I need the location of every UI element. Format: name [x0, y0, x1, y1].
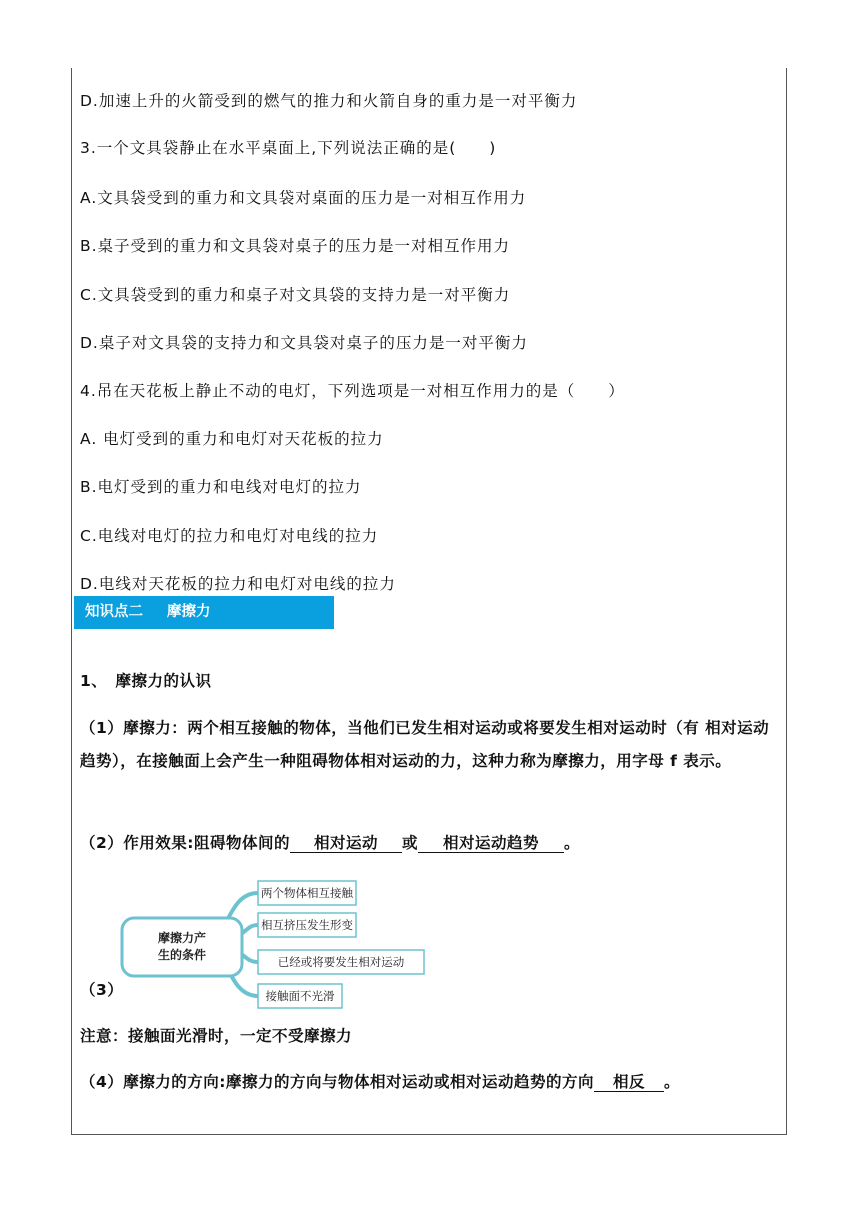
- q3-option-b: B.桌子受到的重力和文具袋对桌子的压力是一对相互作用力: [80, 237, 511, 255]
- friction-definition: （1）摩擦力：两个相互接触的物体，当他们已发生相对运动或将要发生相对运动时（有 相对运动趋势），在接触面上会产生一种阻碍物体相对运动的力，这种力称为摩擦力，用字母 f 表示。: [80, 719, 770, 770]
- diagram-node-2: 相互挤压发生形变: [261, 918, 353, 932]
- q3-option-a: A.文具袋受到的重力和文具袋对桌面的压力是一对相互作用力: [80, 189, 527, 207]
- friction-heading: 1、 摩擦力的认识: [80, 672, 212, 690]
- direction-suffix: 。: [664, 1073, 681, 1091]
- direction-blank: 相反: [594, 1073, 664, 1092]
- condition-label: （3）: [80, 981, 124, 999]
- friction-direction: [80, 1066, 780, 1099]
- diagram-node-4: 接触面不光滑: [265, 989, 335, 1003]
- q3-option-d: D.桌子对文具袋的支持力和文具袋对桌子的压力是一对平衡力: [80, 334, 528, 352]
- diagram-center-line-1: 摩擦力产: [157, 931, 207, 945]
- section-title: 摩擦力: [167, 604, 211, 620]
- direction-prefix: （4）摩擦力的方向:摩擦力的方向与物体相对运动或相对运动趋势的方向: [80, 1073, 594, 1091]
- q4-stem: 4.吊在天花板上静止不动的电灯，下列选项是一对相互作用力的是（ ）: [80, 382, 625, 400]
- q3-stem: 3.一个文具袋静止在水平桌面上,下列说法正确的是( ): [80, 139, 497, 157]
- effect-blank-1: 相对运动: [290, 834, 402, 853]
- q2-option-d: D.加速上升的火箭受到的燃气的推力和火箭自身的重力是一对平衡力: [80, 92, 578, 110]
- effect-prefix: （2）作用效果:阻碍物体间的: [80, 834, 290, 852]
- q4-option-c: C.电线对电灯的拉力和电灯对电线的拉力: [80, 527, 379, 545]
- friction-note: 注意：接触面光滑时，一定不受摩擦力: [80, 1027, 353, 1045]
- diagram-node-1: 两个物体相互接触: [261, 886, 353, 900]
- q4-option-d: D.电线对天花板的拉力和电灯对电线的拉力: [80, 575, 396, 593]
- q4-option-a: A. 电灯受到的重力和电灯对天花板的拉力: [80, 430, 384, 448]
- section-header: [74, 596, 334, 629]
- friction-effect: [80, 827, 780, 860]
- effect-mid: 或: [401, 834, 418, 852]
- section-label: 知识点二: [85, 604, 143, 620]
- effect-suffix: 。: [564, 834, 581, 852]
- effect-blank-2: 相对运动趋势: [418, 834, 564, 853]
- diagram-center-box: [122, 918, 242, 976]
- diagram-center-line-2: 生的条件: [157, 948, 207, 962]
- q3-option-c: C.文具袋受到的重力和桌子对文具袋的支持力是一对平衡力: [80, 286, 511, 304]
- friction-conditions-diagram: [110, 873, 440, 1013]
- q4-option-b: B.电灯受到的重力和电线对电灯的拉力: [80, 478, 362, 496]
- diagram-node-3: 已经或将要发生相对运动: [277, 955, 405, 969]
